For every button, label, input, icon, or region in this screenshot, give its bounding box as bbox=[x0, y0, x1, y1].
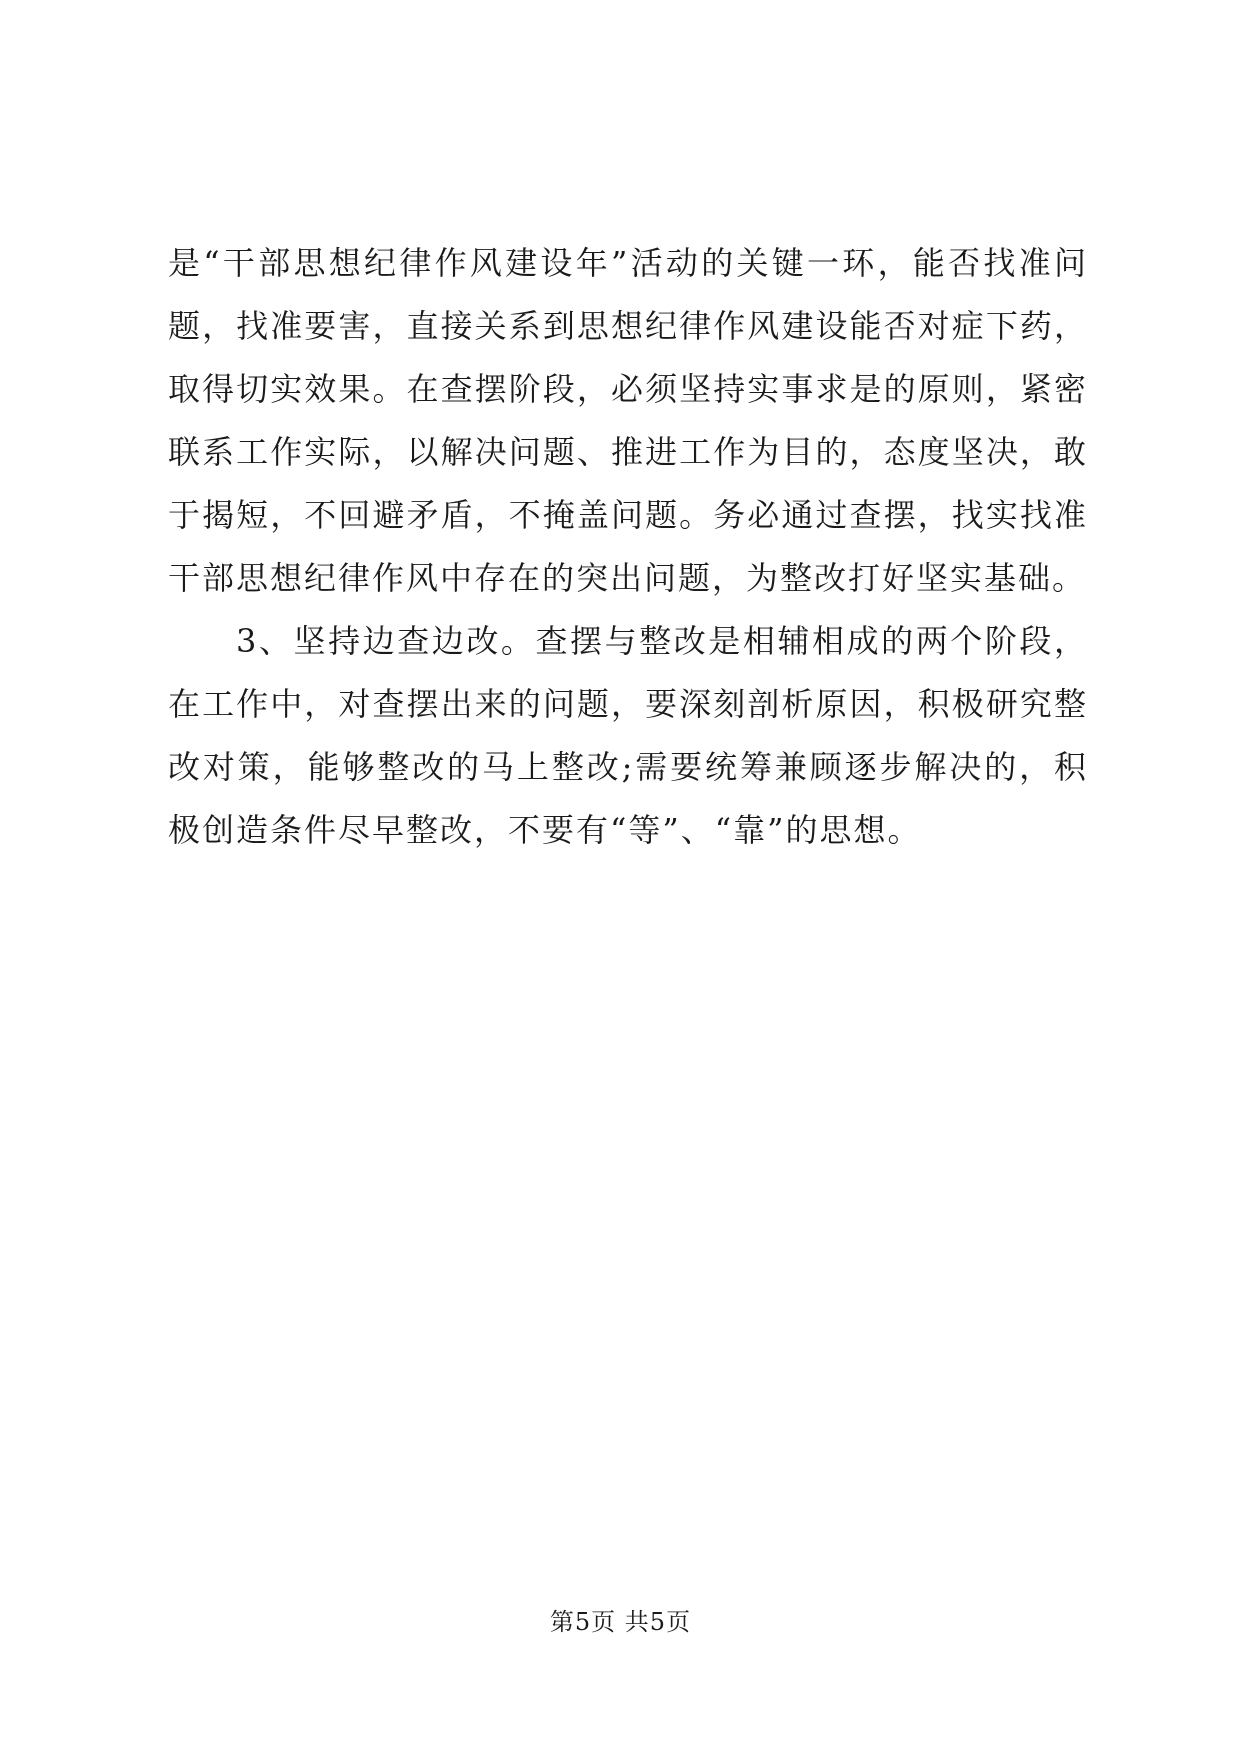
page-number-footer: 第5页 共5页 bbox=[549, 1608, 692, 1636]
paragraph-section-3: 3、坚持边查边改。查摆与整改是相辅相成的两个阶段，在工作中，对查摆出来的问题，要深刻剖析原因，积极研究整改对策，能够整改的马上整改;需要统筹兼顾逐步解决的，积极创造条件尽早整改，不要有“等”、“靠”的思想。 bbox=[168, 622, 1088, 849]
paragraph-continuation: 是“干部思想纪律作风建设年”活动的关键一环，能否找准问题，找准要害，直接关系到思想纪律作风建设能否对症下药，取得切实效果。在查摆阶段，必须坚持实事求是的原则，紧密联系工作实际，以解决问题、推进工作为目的，态度坚决，敢于揭短，不回避矛盾，不掩盖问题。务必通过查摆，找实找准干部思想纪律作风中存在的突出问题，为整改打好坚实基础。 bbox=[168, 244, 1088, 597]
document-body bbox=[168, 232, 1088, 862]
